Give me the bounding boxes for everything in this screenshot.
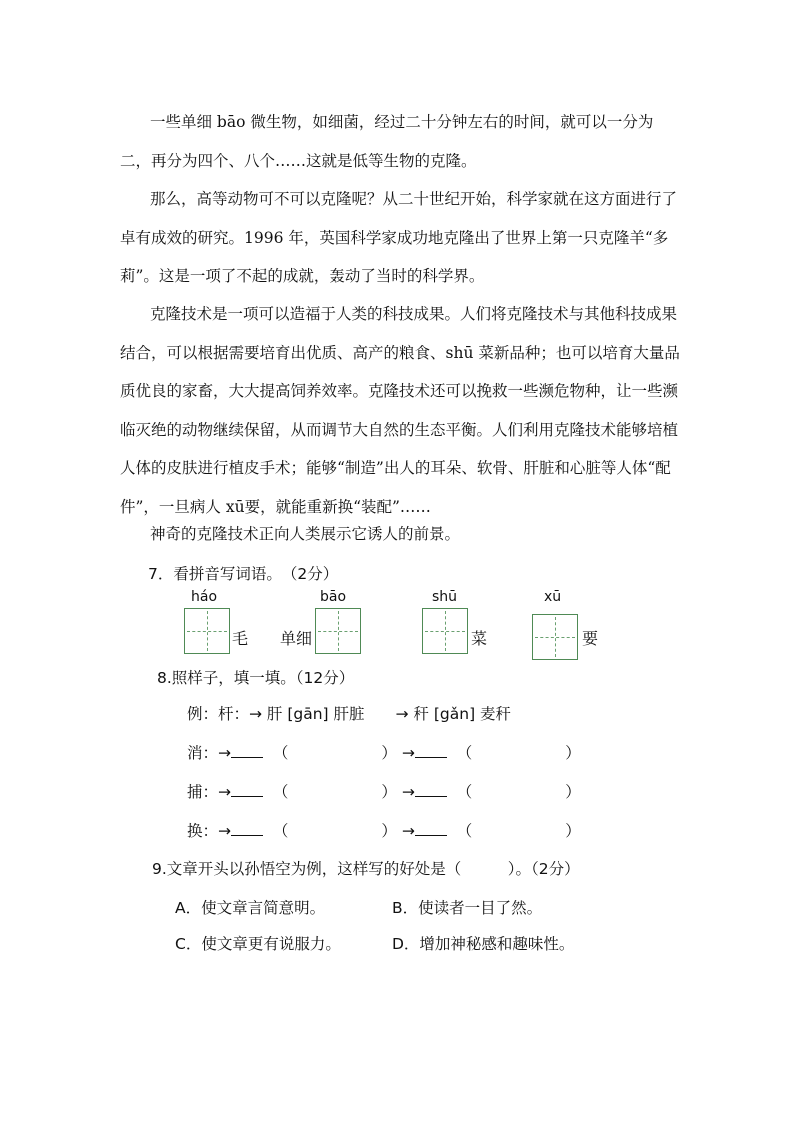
passage-text-2: 那么，高等动物可不可以克隆呢？从二十世纪开始，科学家就在这方面进行了卓有成效的研究。1996 年，英国科学家成功地克隆出了世界上第一只克隆羊“多莉”。这是一项了不起的成就，轰动了当时的科学界。 (120, 190, 678, 285)
q7-pinyin-3: shū (432, 589, 458, 605)
q7-title: 7．看拼音写词语。 （2分） (148, 565, 339, 583)
passage-paragraph-3 (120, 295, 680, 526)
q8-row-2 (187, 780, 581, 802)
q8-row-1-blank-1[interactable] (231, 743, 263, 758)
passage-paragraph-2 (120, 180, 680, 296)
q7-word-after-3: 菜 (471, 629, 488, 648)
q8-example: 例：杆：→ 肝 [gān] 肝脏 → 秆 [gǎn] 麦秆 (187, 705, 512, 723)
q7-word-before-2: 单细 (280, 629, 313, 648)
q9-title: 9.文章开头以孙悟空为例，这样写的好处是（ ）。（2分） (152, 860, 580, 878)
q9-choice-d[interactable]: D．增加神秘感和趣味性。 (392, 935, 575, 953)
q8-row-1-char: 消： (187, 744, 219, 762)
q8-row-2-blank-2[interactable] (415, 782, 447, 797)
passage-text-3: 克隆技术是一项可以造福于人类的科技成果。人们将克隆技术与其他科技成果结合，可以根据需要培育出优质、高产的粮食、shū 菜新品种；也可以培育大量品质优良的家畜，大大提高饲养效率。克隆技术还可以挽救一些濒危物种，让一些濒临灭绝的动物继续保留，从而调节大自然的生态平衡。人们利用克隆技术能够培植人体的皮肤进行植皮手术；能够“制造”出人的耳朵、软骨、肝脏和心脏等人体“配件”，一旦病人 xū要，就能重新换“装配”…… (120, 305, 680, 516)
q7-writing-box-2[interactable] (315, 608, 361, 654)
q7-pinyin-1: háo (191, 589, 218, 605)
q8-title: 8.照样子，填一填。（12分） (157, 669, 355, 687)
arrow-icon: → (401, 783, 415, 801)
q9-choice-b[interactable]: B．使读者一目了然。 (392, 899, 543, 917)
q8-row-2-paren-1[interactable]: （ ） (272, 783, 397, 801)
q8-row-3 (187, 819, 581, 841)
q8-row-1-paren-2[interactable]: （ ） (456, 744, 581, 762)
q8-row-3-blank-1[interactable] (231, 821, 263, 836)
q7-pinyin-4: xū (544, 589, 562, 605)
q8-row-2-char: 捕： (187, 783, 219, 801)
q7-word-after-1: 毛 (232, 629, 249, 648)
q8-row-3-blank-2[interactable] (415, 821, 447, 836)
q9-choice-c[interactable]: C．使文章更有说服力。 (175, 935, 341, 953)
q7-writing-box-4[interactable] (532, 614, 578, 660)
arrow-icon: → (218, 822, 232, 840)
arrow-icon: → (218, 783, 232, 801)
q7-word-after-4: 要 (582, 629, 599, 648)
arrow-icon: → (401, 744, 415, 762)
passage-text-1: 一些单细 bāo 微生物，如细菌，经过二十分钟左右的时间，就可以一分为二，再分为四个、八个……这就是低等生物的克隆。 (120, 113, 654, 170)
q8-row-2-paren-2[interactable]: （ ） (456, 783, 581, 801)
q8-row-3-paren-2[interactable]: （ ） (456, 822, 581, 840)
q8-row-3-char: 换： (187, 822, 219, 840)
q7-writing-box-1[interactable] (184, 608, 230, 654)
q8-row-1-blank-2[interactable] (415, 743, 447, 758)
arrow-icon: → (401, 822, 415, 840)
q8-row-3-paren-1[interactable]: （ ） (272, 822, 397, 840)
passage-paragraph-1 (120, 103, 680, 180)
q8-row-1-paren-1[interactable]: （ ） (272, 744, 397, 762)
passage-text-4: 神奇的克隆技术正向人类展示它诱人的前景。 (150, 525, 461, 543)
q8-row-2-blank-1[interactable] (231, 782, 263, 797)
arrow-icon: → (218, 744, 232, 762)
q7-writing-box-3[interactable] (422, 608, 468, 654)
q7-pinyin-2: bāo (320, 589, 347, 605)
q8-row-1 (187, 741, 581, 763)
passage-paragraph-4 (120, 515, 680, 554)
q9-choice-a[interactable]: A．使文章言简意明。 (175, 899, 326, 917)
